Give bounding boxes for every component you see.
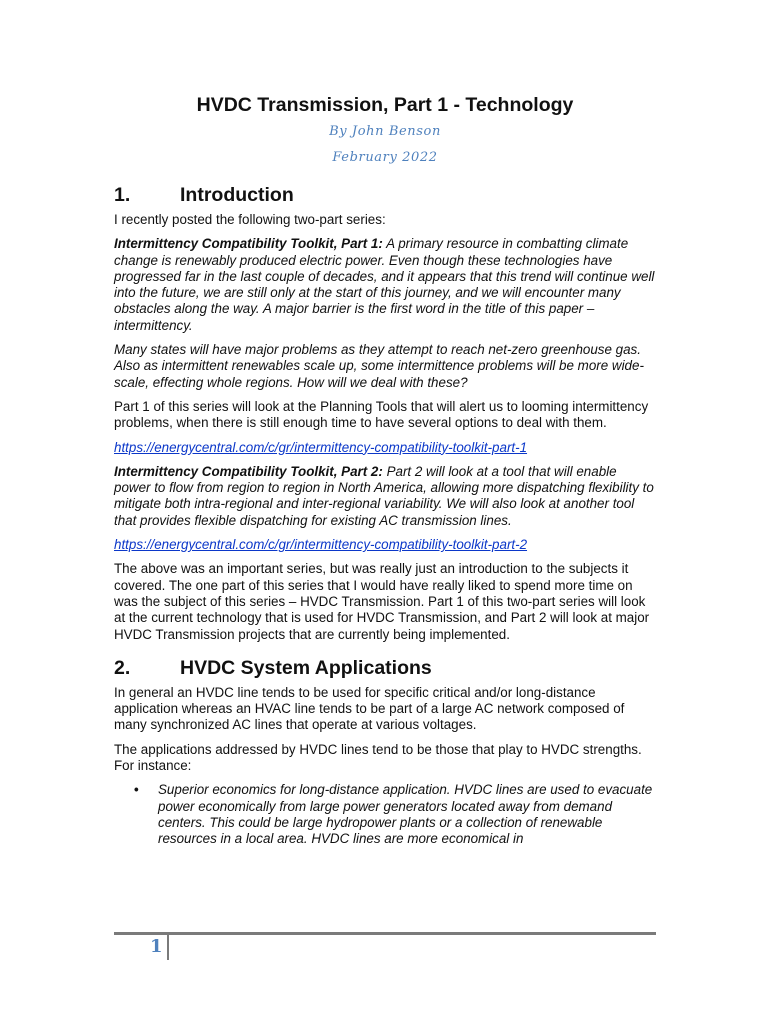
bullet-icon: •: [134, 782, 139, 798]
section-number: 1.: [114, 184, 131, 206]
link1-paragraph: [114, 440, 656, 456]
section-heading: [114, 182, 656, 208]
footer-rule: [114, 932, 656, 935]
document-body: [114, 182, 656, 848]
section-title: Introduction: [180, 184, 294, 206]
page-number-separator: [167, 935, 169, 960]
section-number: 2.: [114, 656, 131, 679]
applications-paragraph-1: In general an HVDC line tends to be used for specific critical and/or long-distance application whereas an HVAC line tends to be part of a large AC network composed of many synchronized AC lines that operate at various voltages.: [114, 684, 625, 733]
section-title: HVDC System Applications: [180, 656, 432, 679]
part1-summary: [114, 236, 656, 334]
part1-label: Intermittency Compatibility Toolkit, Part 1:: [114, 236, 383, 252]
part1-link[interactable]: https://energycentral.com/c/gr/intermittency-compatibility-toolkit-part-1: [114, 439, 528, 455]
link2-paragraph: [114, 537, 656, 553]
series-overview-paragraph: The above was an important series, but was really just an introduction to the subjects it covered. The one part of this series that I would have really liked to spend more time on was the subject of this series – HVDC Transmission. Part 1 of this two-part series will look at the current technology that is used for HVDC Transmission, and Part 2 will look at major HVDC Transmission projects that are currently being implemented.: [114, 561, 650, 642]
page-number: 1: [150, 936, 163, 957]
part2-link[interactable]: https://energycentral.com/c/gr/intermittency-compatibility-toolkit-part-2: [114, 537, 528, 553]
list-item-text: Superior economics for long-distance application. HVDC lines are used to evacuate power economically from large power generators located away from demand centers. This could be large hydropower plants or a collection of renewable resources in a local area. HVDC lines are more economical in: [158, 782, 653, 847]
part2-summary: [114, 464, 656, 529]
part1-paragraph-3: Part 1 of this series will look at the Planning Tools that will alert us to looming intermittency problems, when there is still enough time to have several options to deal with them.: [114, 398, 649, 431]
intro-paragraph: I recently posted the following two-part series:: [114, 212, 386, 227]
part2-text: Part 2 will look at a tool that will enable power to flow from region to region in North America, allowing more dispatching flexibility to mitigate both intra-regional and inter-regional variability. We will also look at another tool that provides flexible dispatching for existing AC transmission lines.: [114, 463, 654, 528]
section-introduction: [114, 182, 656, 643]
list-item: [134, 782, 656, 847]
section-hvdc-applications: [114, 655, 656, 848]
author-byline: By John Benson: [329, 124, 441, 139]
publication-date: February 2022: [332, 150, 438, 165]
applications-list: [114, 782, 656, 847]
part1-paragraph-2: Many states will have major problems as they attempt to reach net-zero greenhouse gas. Also as intermittent renewables scale up, some intermittence problems will be more wide-scale, effecting whole regions. How will we deal with these?: [114, 342, 644, 390]
document-title: HVDC Transmission, Part 1 - Technology: [196, 94, 574, 116]
part1-text: A primary resource in combatting climate change is renewably produced electric power. Even though these technologies have progressed far in the last couple of decades, and it appears that this trend will continue well into the future, we are still only at the start of this journey, and we will encounter many obstacles along the way. A major barrier is the first word in the title of this paper – intermittency.: [114, 236, 655, 333]
section-heading: [114, 655, 656, 681]
applications-paragraph-2: The applications addressed by HVDC lines tend to be those that play to HVDC strengths. For instance:: [114, 741, 642, 774]
part2-label: Intermittency Compatibility Toolkit, Part 2:: [114, 463, 383, 479]
